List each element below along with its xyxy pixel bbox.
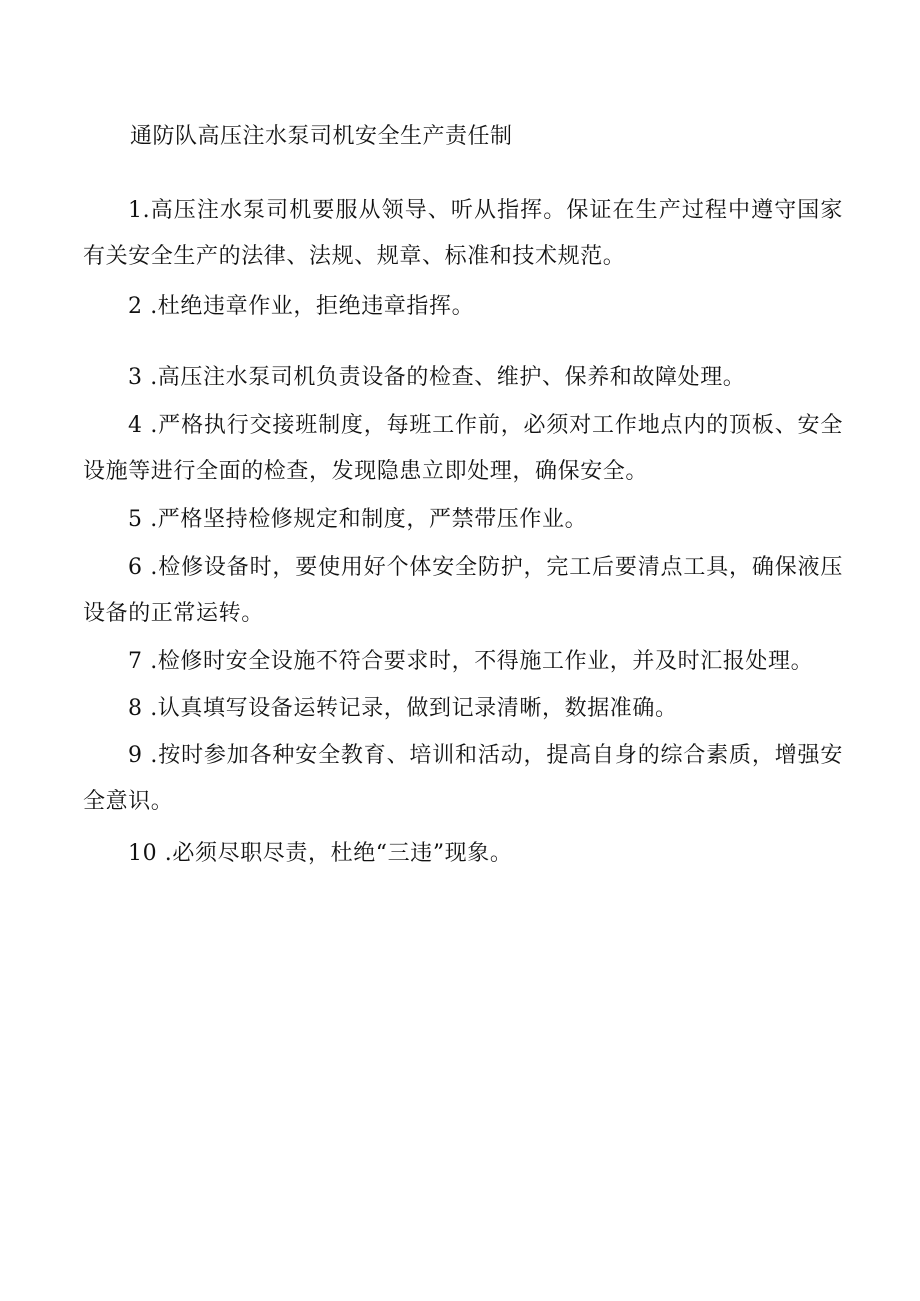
item-text: 严格执行交接班制度，每班工作前，必须对工作地点内的顶板、安全设施等进行全面的检查，发现隐患立即处理，确保安全。 [83,413,843,484]
list-item-1 [83,188,843,280]
list-item-10 [83,831,843,877]
item-text: 高压注水泵司机负责设备的检查、维护、保养和故障处理。 [157,365,746,390]
item-text: 严格坚持检修规定和制度，严禁带压作业。 [157,507,588,532]
list-item-3 [83,355,843,401]
list-item-8 [83,686,843,732]
list-item-9 [83,733,843,825]
list-item-4 [83,403,843,495]
item-number: 4 . [128,413,159,438]
item-number: 10 . [128,841,173,866]
item-text: 检修设备时，要使用好个体安全防护，完工后要清点工具，确保液压设备的正常运转。 [83,555,843,626]
item-text: 按时参加各种安全教育、培训和活动，提高自身的综合素质，增强安全意识。 [83,743,843,814]
item-text: 杜绝违章作业，拒绝违章指挥。 [157,294,475,319]
item-number: 5 . [128,507,158,532]
document-title: 通防队高压注水泵司机安全生产责任制 [130,124,513,149]
item-text: 必须尽职尽责，杜绝“三违”现象。 [172,841,513,866]
item-number: 3 . [128,365,158,390]
item-number: 8 . [128,696,158,721]
item-text: 高压注水泵司机要服从领导、听从指挥。保证在生产过程中遵守国家有关安全生产的法律、法规、规章、标准和技术规范。 [83,198,843,269]
list-item-7 [83,639,843,685]
list-item-2 [83,284,843,330]
list-item-5 [83,497,843,543]
item-text: 检修时安全设施不符合要求时，不得施工作业，并及时汇报处理。 [157,649,814,674]
item-number: 1. [128,198,151,223]
item-number: 2 . [128,294,158,319]
list-item-6 [83,545,843,637]
item-number: 9 . [128,743,159,768]
item-number: 7 . [128,649,158,674]
item-number: 6 . [128,555,159,580]
item-text: 认真填写设备运转记录，做到记录清晰，数据准确。 [157,696,678,721]
